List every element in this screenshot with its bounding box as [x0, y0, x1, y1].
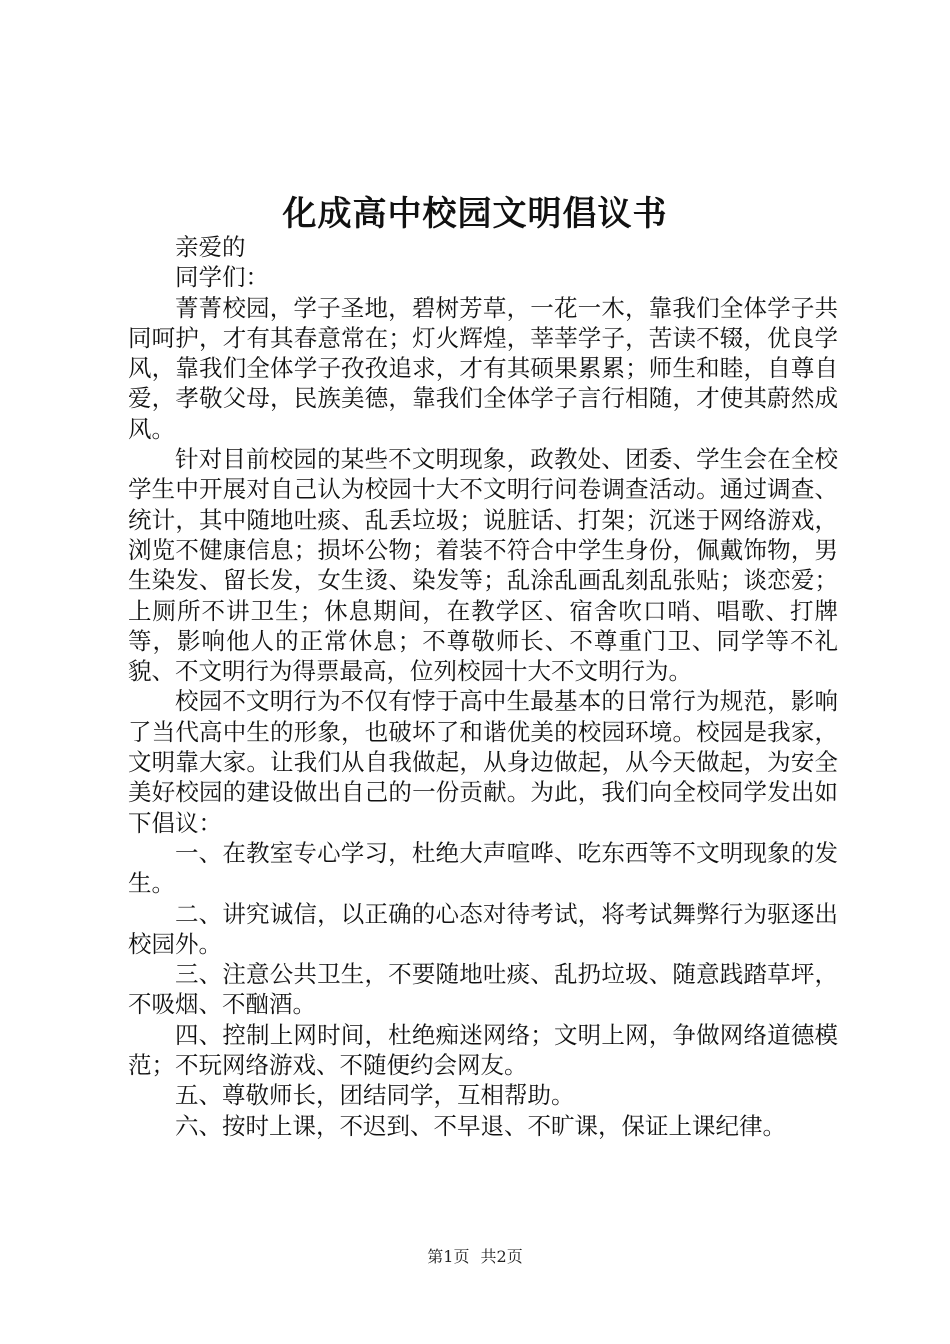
- page-number: 第1页: [427, 1247, 470, 1266]
- proposal-item-3: 三、注意公共卫生，不要随地吐痰、乱扔垃圾、随意践踏草坪，不吸烟、不酗酒。: [128, 960, 838, 1019]
- proposal-item-2: 二、讲究诚信，以正确的心态对待考试，将考试舞弊行为驱逐出校园外。: [128, 899, 838, 958]
- paragraph-call: 校园不文明行为不仅有悖于高中生最基本的日常行为规范，影响了当代高中生的形象，也破坏了和谐优美的校园环境。校园是我家，文明靠大家。让我们从自我做起，从身边做起，从今天做起，为安全美好校园的建设做出自己的一份贡献。为此，我们向全校同学发出如下倡议：: [128, 687, 838, 837]
- proposal-item-5: 五、尊敬师长，团结同学，互相帮助。: [175, 1081, 575, 1110]
- document-title: 化成高中校园文明倡议书: [282, 194, 668, 234]
- document-body: [128, 232, 838, 1141]
- proposal-item-4: 四、控制上网时间，杜绝痴迷网络；文明上网，争做网络道德模范；不玩网络游戏、不随便约会网友。: [128, 1020, 838, 1080]
- paragraph-intro: 菁菁校园，学子圣地，碧树芳草，一花一木，靠我们全体学子共同呵护，才有其春意常在；灯火辉煌，莘莘学子，苦读不辍，优良学风，靠我们全体学子孜孜追求，才有其硕果累累；师生和睦，自尊自爱，孝敬父母，民族美德，靠我们全体学子言行相随，才使其蔚然成风。: [128, 293, 838, 443]
- salutation-line-1: 亲爱的: [175, 233, 246, 261]
- salutation-line-2: 同学们：: [175, 263, 269, 292]
- paragraph-survey: 针对目前校园的某些不文明现象，政教处、团委、学生会在全校学生中开展对自己认为校园十大不文明行问卷调查活动。通过调查、统计，其中随地吐痰、乱丢垃圾；说脏话、打架；沉迷于网络游戏，浏览不健康信息；损坏公物；着装不符合中学生身份，佩戴饰物，男生染发、留长发，女生烫、染发等；乱涂乱画乱刻乱张贴；谈恋爱；上厕所不讲卫生；休息期间，在教学区、宿舍吹口哨、唱歌、打牌等，影响他人的正常休息；不尊敬师长、不尊重门卫、同学等不礼貌、不文明行为得票最高，位列校园十大不文明行为。: [128, 445, 838, 686]
- page-footer: [0, 1244, 950, 1267]
- proposal-item-6: 六、按时上课，不迟到、不早退、不旷课，保证上课纪律。: [175, 1111, 786, 1140]
- page-total: 共2页: [480, 1247, 523, 1266]
- proposal-item-1: 一、在教室专心学习，杜绝大声喧哗、吃东西等不文明现象的发生。: [128, 838, 838, 898]
